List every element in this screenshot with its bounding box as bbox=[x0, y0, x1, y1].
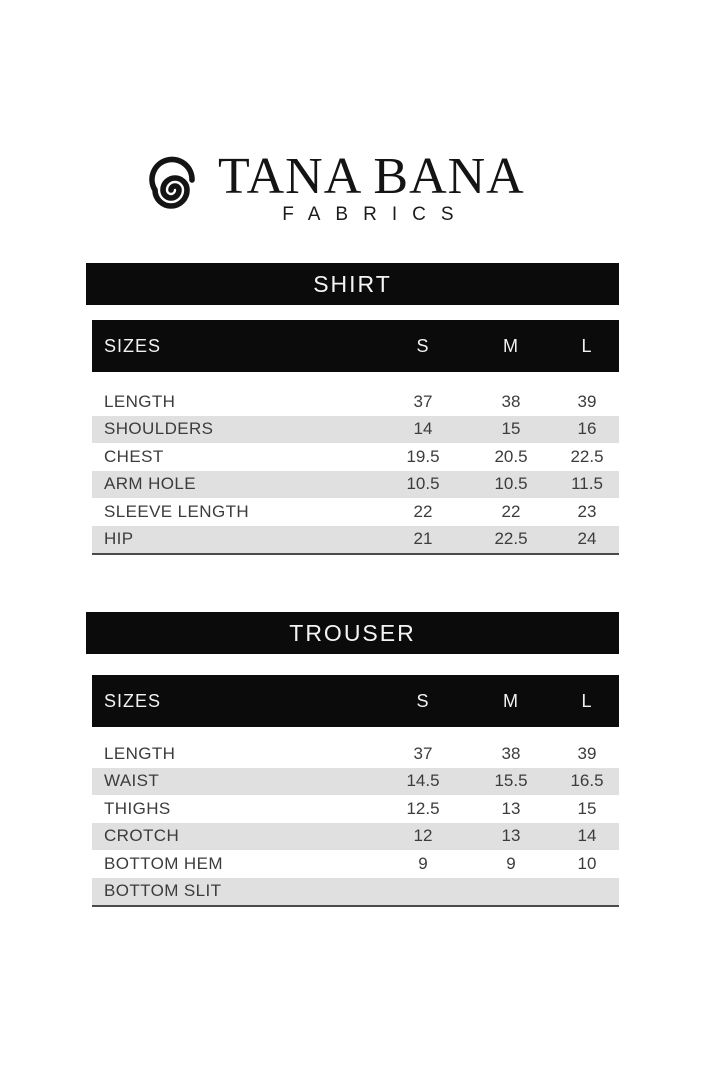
table-row-chest bbox=[92, 443, 619, 471]
brand-name: TANA BANA bbox=[218, 148, 525, 205]
value-s: 12.5 bbox=[406, 798, 440, 818]
value-l: 16 bbox=[577, 419, 597, 439]
table-row-sleeve-length bbox=[92, 498, 619, 526]
value-s: 10.5 bbox=[406, 474, 440, 494]
value-m: 22.5 bbox=[494, 529, 528, 549]
value-m: 38 bbox=[501, 743, 521, 763]
brand-subtitle: FABRICS bbox=[282, 204, 469, 225]
brand-wordmark bbox=[218, 148, 525, 225]
value-m: 38 bbox=[501, 391, 521, 411]
row-label: LENGTH bbox=[104, 743, 176, 763]
table-row-length bbox=[92, 388, 619, 416]
size-col-s: S bbox=[416, 690, 430, 711]
value-m: 20.5 bbox=[494, 446, 528, 466]
table-row-shoulders bbox=[92, 416, 619, 444]
table-row-length bbox=[92, 740, 619, 768]
value-l: 39 bbox=[577, 391, 597, 411]
size-col-l: L bbox=[581, 690, 593, 711]
value-m: 15 bbox=[501, 419, 521, 439]
row-label: SLEEVE LENGTH bbox=[104, 501, 250, 521]
shirt-title: SHIRT bbox=[313, 270, 392, 297]
value-s: 19.5 bbox=[406, 446, 440, 466]
table-row-thighs bbox=[92, 795, 619, 823]
table-row-arm-hole bbox=[92, 471, 619, 499]
trouser-title: TROUSER bbox=[289, 619, 416, 646]
row-label: HIP bbox=[104, 529, 134, 549]
table-row-waist bbox=[92, 768, 619, 796]
value-m: 13 bbox=[501, 826, 521, 846]
row-label: BOTTOM HEM bbox=[104, 853, 223, 873]
value-l: 10 bbox=[577, 853, 597, 873]
value-s: 22 bbox=[413, 501, 433, 521]
value-l: 39 bbox=[577, 743, 597, 763]
spiral-icon bbox=[139, 155, 203, 221]
size-col-s: S bbox=[416, 335, 430, 356]
value-s: 37 bbox=[413, 743, 433, 763]
value-s: 12 bbox=[413, 826, 433, 846]
value-l: 11.5 bbox=[571, 474, 603, 494]
shirt-title-bar bbox=[86, 263, 619, 305]
value-m: 10.5 bbox=[494, 474, 528, 494]
size-col-l: L bbox=[581, 335, 593, 356]
sizes-label: SIZES bbox=[104, 690, 162, 711]
table-row-bottom-hem bbox=[92, 850, 619, 878]
row-label: CHEST bbox=[104, 446, 164, 466]
value-l: 15 bbox=[577, 798, 597, 818]
table-row-hip bbox=[92, 526, 619, 554]
value-m: 22 bbox=[501, 501, 521, 521]
row-label: ARM HOLE bbox=[104, 474, 196, 494]
row-label: CROTCH bbox=[104, 826, 180, 846]
table-row-crotch bbox=[92, 823, 619, 851]
value-s: 14.5 bbox=[406, 771, 440, 791]
value-l: 14 bbox=[577, 826, 597, 846]
trouser-title-bar bbox=[86, 612, 619, 654]
value-s: 21 bbox=[413, 529, 433, 549]
value-l: 16.5 bbox=[570, 771, 604, 791]
value-m: 9 bbox=[506, 853, 516, 873]
value-s: 14 bbox=[413, 419, 433, 439]
row-label: WAIST bbox=[104, 771, 160, 791]
row-label: THIGHS bbox=[104, 798, 171, 818]
shirt-table bbox=[92, 388, 619, 555]
brand-logo bbox=[139, 148, 525, 225]
sizes-label: SIZES bbox=[104, 335, 162, 356]
value-l: 24 bbox=[577, 529, 597, 549]
table-row-bottom-slit bbox=[92, 878, 619, 906]
value-l: 22.5 bbox=[570, 446, 604, 466]
value-s: 37 bbox=[413, 391, 433, 411]
shirt-sizes-header bbox=[92, 320, 619, 372]
row-label: LENGTH bbox=[104, 391, 176, 411]
value-m: 13 bbox=[501, 798, 521, 818]
trouser-sizes-header bbox=[92, 675, 619, 727]
value-s: 9 bbox=[418, 853, 428, 873]
row-label: SHOULDERS bbox=[104, 419, 214, 439]
trouser-table bbox=[92, 740, 619, 907]
value-l: 23 bbox=[577, 501, 597, 521]
row-label: BOTTOM SLIT bbox=[104, 881, 222, 901]
size-col-m: M bbox=[503, 335, 519, 356]
size-col-m: M bbox=[503, 690, 519, 711]
value-m: 15.5 bbox=[494, 771, 528, 791]
